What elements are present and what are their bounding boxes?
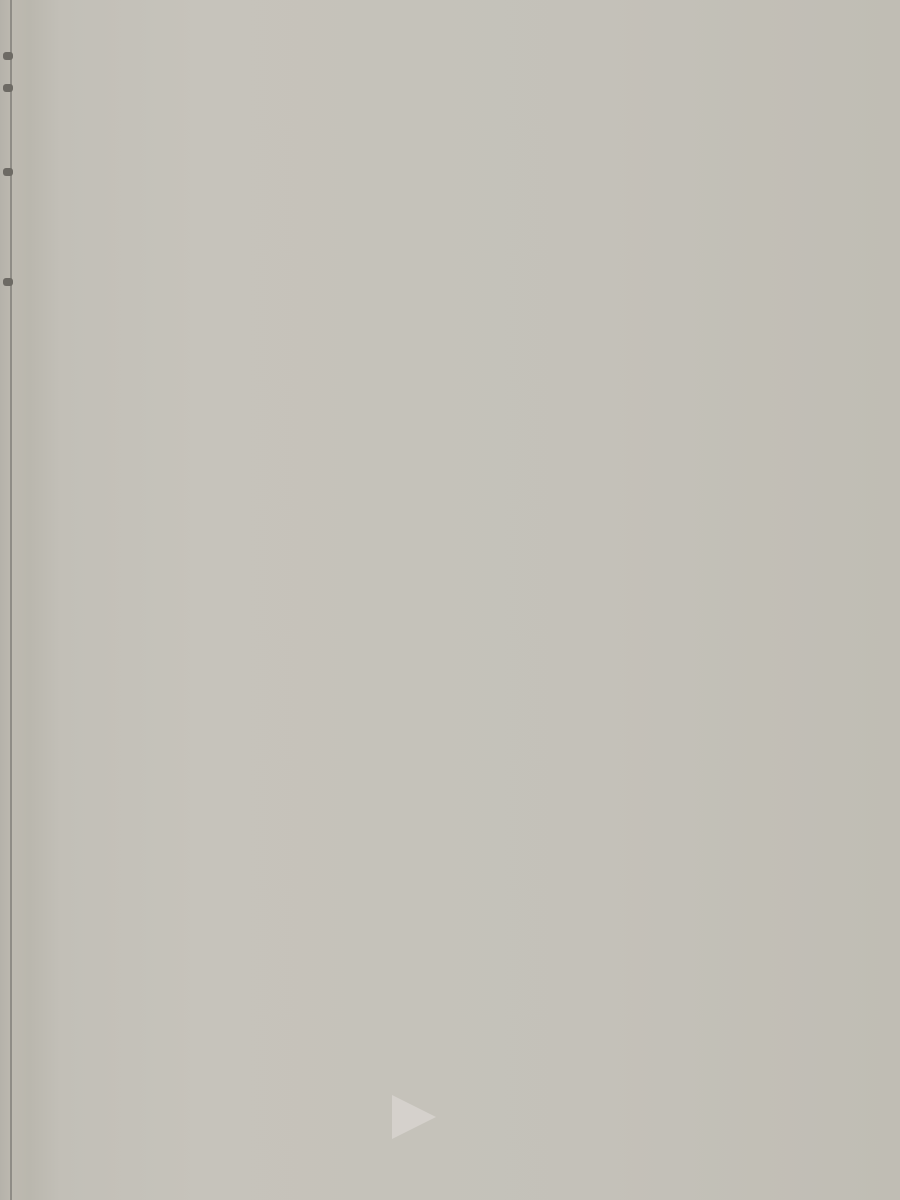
toc-entry-answers[interactable] — [176, 431, 756, 449]
section-heading-5 — [176, 287, 228, 305]
staple-mark — [3, 84, 13, 92]
staple-mark — [3, 278, 13, 286]
section-heading-7 — [176, 473, 228, 491]
play-triangle-icon — [392, 1095, 436, 1139]
page-binding-edge — [10, 0, 12, 1200]
section-heading-4 — [176, 42, 228, 60]
staple-mark — [3, 168, 13, 176]
staple-mark — [3, 52, 13, 60]
